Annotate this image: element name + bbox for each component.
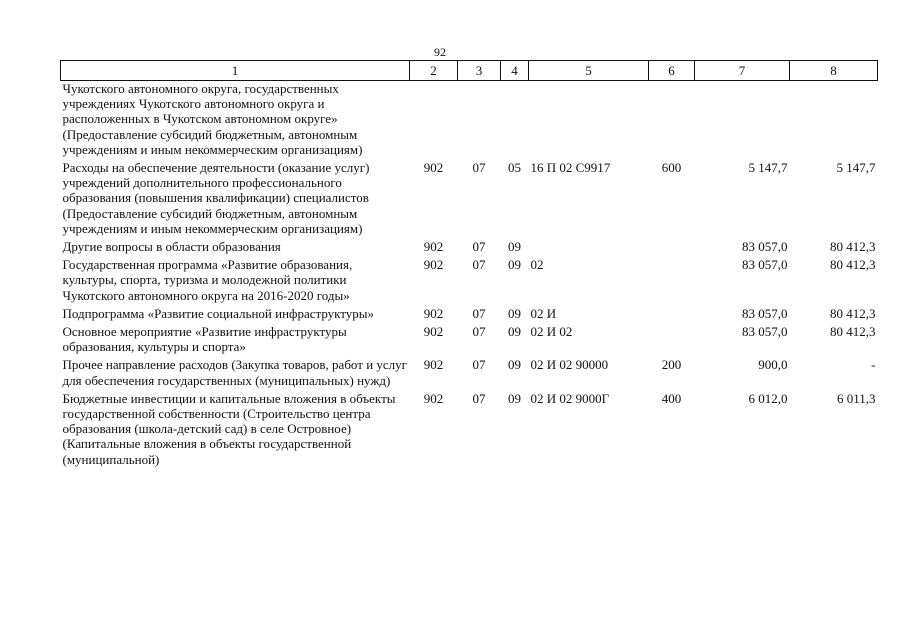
amount-year-2: 80 412,3 <box>830 324 876 340</box>
subsection-code: 09 <box>508 390 521 406</box>
amount-year-2: 5 147,7 <box>836 160 876 176</box>
budget-table <box>60 60 878 470</box>
section-code: 07 <box>472 160 486 176</box>
row-description: Государственная программа «Развитие образования, культуры, спорта, туризма и молодежной политики Чукотского автономного округа на 2016-2020 годы» <box>62 257 353 303</box>
expense-type-code <box>649 239 695 257</box>
amount-year-1: 900,0 <box>758 357 788 373</box>
column-header: 3 <box>458 61 501 81</box>
table-row <box>61 257 878 306</box>
subsection-code: 05 <box>508 160 521 176</box>
column-header: 7 <box>695 61 790 81</box>
subsection-code: 09 <box>508 357 521 373</box>
subsection-code: 09 <box>508 324 521 340</box>
target-article-code: 02 И 02 9000Г <box>530 390 610 406</box>
grbs-code: 902 <box>423 257 444 273</box>
subsection-code: 09 <box>508 257 521 273</box>
expense-type-code: 400 <box>661 390 682 406</box>
subsection-code <box>501 81 529 161</box>
amount-year-2 <box>790 81 878 161</box>
grbs-code: 902 <box>423 160 444 176</box>
amount-year-2: 80 412,3 <box>830 257 876 273</box>
grbs-code: 902 <box>423 357 444 373</box>
expense-type-code <box>649 257 695 306</box>
table-row <box>61 160 878 239</box>
row-description: Основное мероприятие «Развитие инфраструктуры образования, культуры и спорта» <box>62 324 347 355</box>
row-description: Другие вопросы в области образования <box>62 239 281 255</box>
amount-year-2: 80 412,3 <box>830 305 876 321</box>
section-code: 07 <box>472 305 486 321</box>
page-number: 92 <box>434 45 446 59</box>
target-article-code: 02 И <box>530 305 557 321</box>
amount-year-1: 83 057,0 <box>742 305 788 321</box>
expense-type-code <box>649 81 695 161</box>
amount-year-2: 6 011,3 <box>836 390 876 406</box>
table-row <box>61 324 878 357</box>
target-article-code <box>529 239 649 257</box>
expense-type-code <box>649 324 695 357</box>
table-row <box>61 239 878 257</box>
section-code: 07 <box>472 257 486 273</box>
amount-year-2: - <box>871 357 876 373</box>
row-description: Расходы на обеспечение деятельности (оказание услуг) учреждений дополнительного профессионального образования (повышения квалификации) специалистов (Предоставление субсидий бюджетным, автономным учреждениям и иным некоммерческим организациям) <box>62 160 370 236</box>
subsection-code: 09 <box>508 305 521 321</box>
target-article-code: 02 И 02 90000 <box>530 357 609 373</box>
column-header: 6 <box>649 61 695 81</box>
table-row <box>61 357 878 390</box>
section-code: 07 <box>472 324 486 340</box>
column-header: 5 <box>529 61 649 81</box>
subsection-code: 09 <box>508 239 521 255</box>
column-header: 1 <box>61 61 410 81</box>
column-header: 8 <box>790 61 878 81</box>
grbs-code <box>410 81 458 161</box>
section-code <box>458 81 501 161</box>
target-article-code: 02 <box>530 257 544 273</box>
grbs-code: 902 <box>423 324 444 340</box>
section-code: 07 <box>472 390 486 406</box>
expense-type-code: 600 <box>661 160 682 176</box>
table-row <box>61 391 878 470</box>
column-header: 4 <box>501 61 529 81</box>
expense-type-code: 200 <box>661 357 682 373</box>
row-description: Чукотского автономного округа, государственных учреждениях Чукотского автономного округа и расположенных в Чукотском автономном округе» (Предоставление субсидий бюджетным, автономным учреждениям и иным некоммерческим организациям) <box>62 81 363 157</box>
table-row <box>61 306 878 324</box>
target-article-code: 16 П 02 С9917 <box>530 160 611 176</box>
table-header-row <box>61 61 878 81</box>
amount-year-1: 83 057,0 <box>742 257 788 273</box>
target-article-code: 02 И 02 <box>530 324 573 340</box>
row-description: Бюджетные инвестиции и капитальные вложения в объекты государственной собственности (Строительство центра образования (школа-детский сад) в селе Островное) (Капитальные вложения в объекты государственной (муниципальной) <box>62 390 396 467</box>
grbs-code: 902 <box>423 239 444 255</box>
table-row <box>61 81 878 161</box>
row-description: Прочее направление расходов (Закупка товаров, работ и услуг для обеспечения государственных (муниципальных) нужд) <box>62 357 407 388</box>
amount-year-1: 83 057,0 <box>742 239 788 255</box>
section-code: 07 <box>472 357 486 373</box>
amount-year-1: 6 012,0 <box>748 390 788 406</box>
expense-type-code <box>649 306 695 324</box>
grbs-code: 902 <box>423 390 444 406</box>
section-code: 07 <box>472 239 486 255</box>
column-header: 2 <box>410 61 458 81</box>
amount-year-2: 80 412,3 <box>830 239 876 255</box>
target-article-code <box>529 81 649 161</box>
grbs-code: 902 <box>423 305 444 321</box>
amount-year-1: 5 147,7 <box>748 160 788 176</box>
amount-year-1 <box>695 81 790 161</box>
row-description: Подпрограмма «Развитие социальной инфраструктуры» <box>62 305 375 321</box>
amount-year-1: 83 057,0 <box>742 324 788 340</box>
